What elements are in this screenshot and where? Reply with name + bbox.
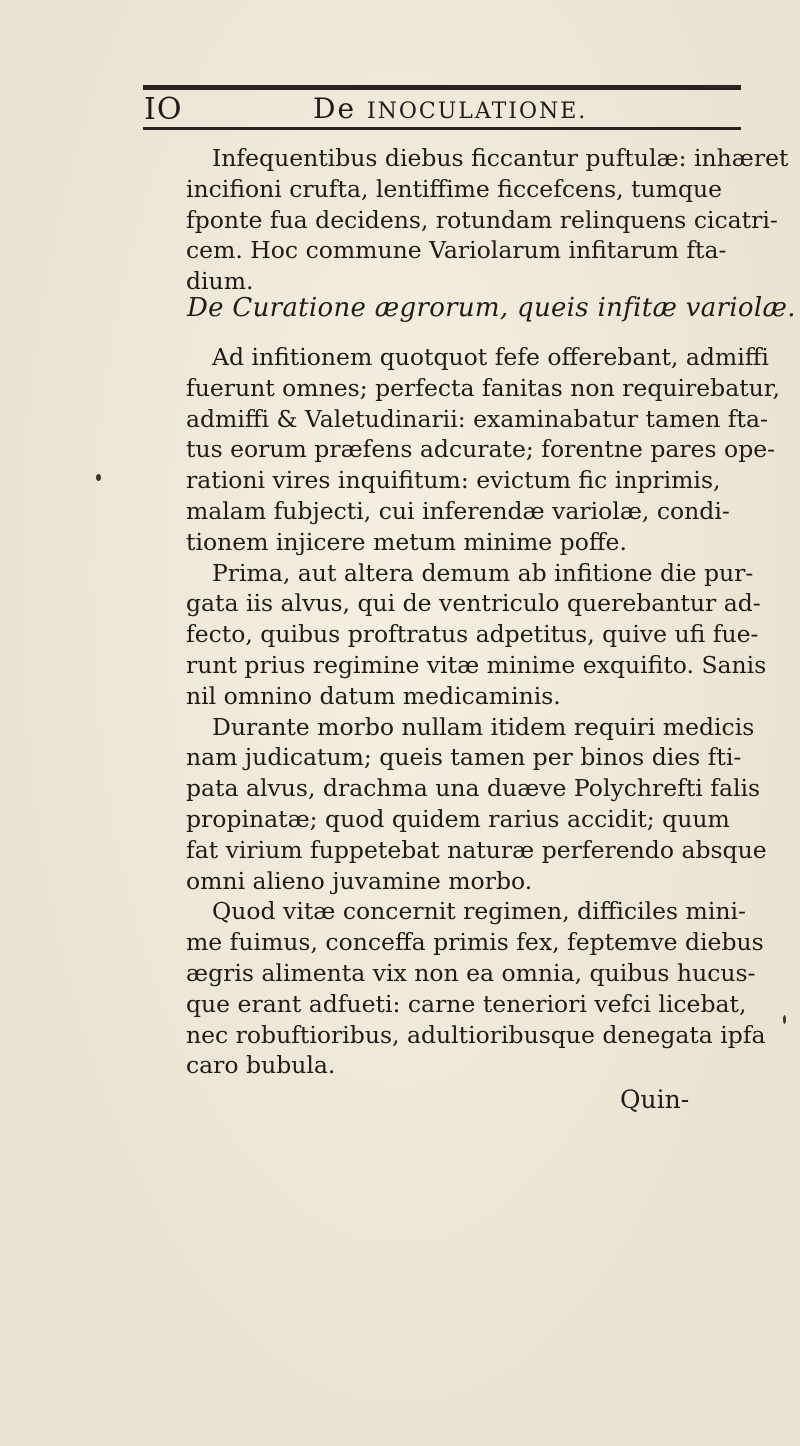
page-header xyxy=(143,90,741,126)
text-line: incifioni crufta, lentiffime ficcefcens, tumque xyxy=(186,174,723,203)
paragraph-admission xyxy=(186,342,780,558)
text-line: runt prius regimine vitæ minime exquifito. Sanis xyxy=(186,650,767,679)
text-line: omni alieno juvamine morbo. xyxy=(186,866,533,895)
text-line: Infequentibus diebus ficcantur puftulæ: inhæret xyxy=(212,144,789,172)
text-line: ægris alimenta vix non ea omnia, quibus hucus- xyxy=(186,958,756,987)
page-number: IO xyxy=(144,92,183,127)
text-line: cem. Hoc commune Variolarum infitarum fta- xyxy=(186,236,727,265)
text-line: tionem injicere metum minime poffe. xyxy=(186,527,627,556)
text-line: nec robuftioribus, adultioribusque denegata ipfa xyxy=(186,1020,766,1049)
header-rule-bottom xyxy=(143,127,741,130)
paragraph-regimen xyxy=(186,896,766,1081)
text-line: rationi vires inquifitum: evictum fic inprimis, xyxy=(186,466,721,495)
text-line: fuerunt omnes; perfecta fanitas non requirebatur, xyxy=(186,373,780,402)
text-line: Prima, aut altera demum ab infitione die pur- xyxy=(212,558,754,587)
text-line: Durante morbo nullam itidem requiri medicis xyxy=(212,712,755,741)
running-head-rest: INOCULATIONE. xyxy=(366,99,588,124)
section-heading: De Curatione ægrorum, queis infitæ variolæ. xyxy=(187,293,796,323)
text-line: nil omnino datum medicaminis. xyxy=(186,681,561,710)
text-line: pata alvus, drachma una duæve Polychrefti falis xyxy=(186,774,761,803)
text-line: Quod vitæ concernit regimen, difficiles mini- xyxy=(212,897,746,926)
body-text xyxy=(186,342,780,1081)
ink-speck xyxy=(96,474,101,481)
text-line: fecto, quibus proftratus adpetitus, quive ufi fue- xyxy=(186,620,759,649)
paragraph-during-disease xyxy=(186,712,767,897)
text-line: fponte fua decidens, rotundam relinquens cicatri- xyxy=(186,205,778,234)
text-line: nam judicatum; queis tamen per binos dies fti- xyxy=(186,743,742,772)
text-line: tus eorum præfens adcurate; forentne pares ope- xyxy=(186,435,776,464)
text-line: me fuimus, conceffa primis fex, feptemve diebus xyxy=(186,928,764,957)
text-line: que erant adfueti: carne teneriori vefci licebat, xyxy=(186,989,747,1018)
catchword: Quin- xyxy=(620,1085,690,1114)
text-line: propinatæ; quod quidem rarius accidit; quum xyxy=(186,804,730,833)
text-line: admiffi & Valetudinarii: examinabatur tamen fta- xyxy=(186,404,768,433)
running-head-first: De xyxy=(313,92,357,125)
text-line: Ad infitionem quotquot fefe offerebant, admiffi xyxy=(212,343,769,371)
text-line: caro bubula. xyxy=(186,1051,336,1080)
text-line: gata iis alvus, qui de ventriculo querebantur ad- xyxy=(186,589,761,618)
intro-paragraph xyxy=(186,143,789,297)
paragraph-purging xyxy=(186,558,767,712)
text-line: fat virium fuppetebat naturæ perferendo absque xyxy=(186,835,767,864)
text-line: malam fubjecti, cui inferendæ variolæ, condi- xyxy=(186,496,730,525)
running-head xyxy=(313,92,587,125)
text-line: dium. xyxy=(186,267,254,296)
ink-speck xyxy=(783,1015,786,1024)
